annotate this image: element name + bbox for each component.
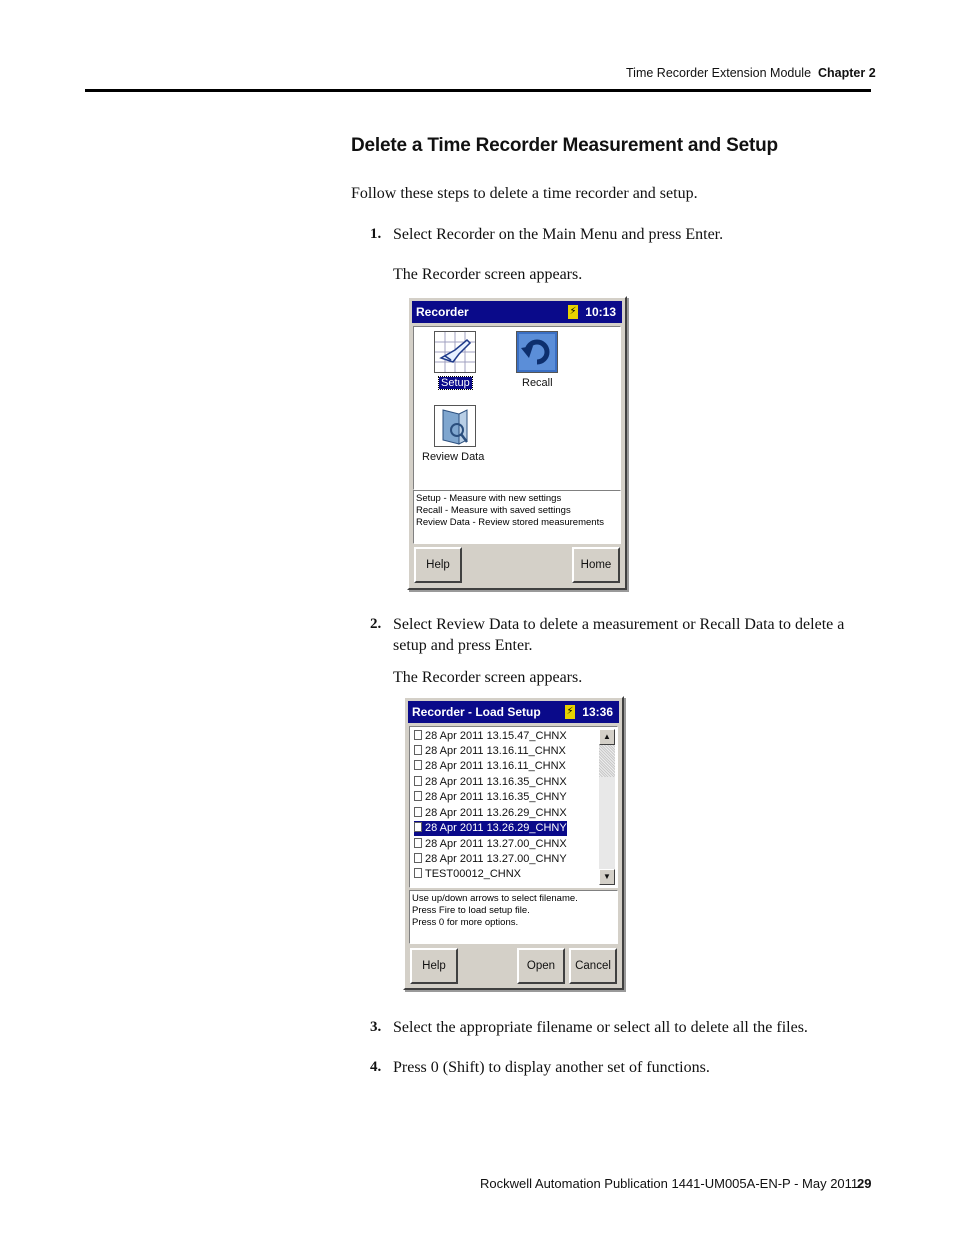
file-icon — [414, 791, 422, 801]
scroll-down-icon[interactable]: ▼ — [599, 869, 615, 885]
list-item[interactable]: 28 Apr 2011 13.16.35_CHNX — [414, 775, 567, 790]
list-item[interactable]: 28 Apr 2011 13.26.29_CHNX — [414, 806, 567, 821]
file-icon — [414, 745, 422, 755]
load-setup-screen — [403, 696, 624, 990]
step-4-number: 4. — [370, 1059, 382, 1075]
hint-line: Setup - Measure with new settings — [416, 493, 562, 504]
step-2-text: Select Review Data to delete a measurement or Recall Data to delete a setup and press Enter. — [393, 616, 845, 654]
list-item-selected[interactable]: 28 Apr 2011 13.26.29_CHNY — [414, 821, 567, 836]
setup-label[interactable]: Setup — [441, 377, 470, 389]
step-2-note: The Recorder screen appears. — [393, 669, 583, 686]
step-1-text: Select Recorder on the Main Menu and press Enter. — [393, 226, 724, 243]
recorder-icon-panel — [413, 326, 621, 490]
scroll-thumb[interactable] — [599, 745, 615, 777]
review-data-label: Review Data — [422, 451, 485, 463]
scroll-up-icon[interactable]: ▲ — [599, 729, 615, 745]
running-header-section: Time Recorder Extension Module — [626, 66, 812, 80]
help-button[interactable]: Help — [414, 547, 462, 583]
recall-icon[interactable] — [516, 331, 558, 373]
file-icon — [414, 807, 422, 817]
file-icon — [414, 853, 422, 863]
setup-icon[interactable] — [434, 331, 476, 373]
section-title: Delete a Time Recorder Measurement and Setup — [351, 135, 778, 156]
step-2-number: 2. — [370, 616, 382, 632]
hint-line: Press 0 for more options. — [412, 917, 519, 928]
load-setup-title: Recorder - Load Setup — [412, 705, 541, 719]
step-1-number: 1. — [370, 226, 382, 242]
file-icon — [414, 730, 422, 740]
header-rule — [85, 89, 871, 92]
list-item[interactable]: 28 Apr 2011 13.16.11_CHNX — [414, 759, 566, 774]
recall-label: Recall — [522, 377, 553, 389]
file-icon — [414, 838, 422, 848]
list-item[interactable]: TEST00012_CHNX — [414, 867, 521, 882]
step-4-text: Press 0 (Shift) to display another set of functions. — [393, 1059, 710, 1076]
list-item[interactable]: 28 Apr 2011 13.27.00_CHNX — [414, 837, 567, 852]
recorder-screen — [407, 296, 627, 590]
file-list-scrollbar[interactable] — [599, 729, 615, 885]
list-item[interactable]: 28 Apr 2011 13.16.35_CHNY — [414, 790, 567, 805]
recorder-hint-box — [413, 490, 621, 544]
hint-line: Use up/down arrows to select filename. — [412, 893, 578, 904]
review-data-icon[interactable] — [434, 405, 476, 447]
page-number: 29 — [857, 1176, 872, 1191]
file-icon — [414, 822, 422, 832]
hint-line: Review Data - Review stored measurements — [416, 517, 604, 528]
file-list — [409, 726, 618, 888]
battery-icon: ⚡ — [566, 706, 574, 717]
home-button[interactable]: Home — [572, 547, 620, 583]
intro-paragraph: Follow these steps to delete a time recorder and setup. — [351, 185, 698, 202]
hint-line: Recall - Measure with saved settings — [416, 505, 571, 516]
battery-icon: ⚡ — [569, 306, 577, 317]
cancel-button[interactable]: Cancel — [569, 948, 617, 984]
file-icon — [414, 776, 422, 786]
running-header-chapter: Chapter 2 — [818, 66, 876, 80]
load-setup-hint-box — [409, 890, 618, 944]
step-3-text: Select the appropriate filename or select all to delete all the files. — [393, 1019, 808, 1036]
step-3-number: 3. — [370, 1019, 382, 1035]
file-icon — [414, 868, 422, 878]
help-button[interactable]: Help — [410, 948, 458, 984]
footer-publication: Rockwell Automation Publication 1441-UM005A-EN-P - May 2011 — [480, 1176, 859, 1191]
recorder-title: Recorder — [416, 305, 469, 319]
recorder-clock: 10:13 — [585, 305, 616, 319]
step-1-note: The Recorder screen appears. — [393, 266, 583, 283]
hint-line: Press Fire to load setup file. — [412, 905, 530, 916]
list-item[interactable]: 28 Apr 2011 13.27.00_CHNY — [414, 852, 567, 867]
load-setup-clock: 13:36 — [582, 705, 613, 719]
list-item[interactable]: 28 Apr 2011 13.16.11_CHNX — [414, 744, 566, 759]
file-icon — [414, 760, 422, 770]
open-button[interactable]: Open — [517, 948, 565, 984]
load-setup-titlebar — [408, 701, 619, 723]
recorder-titlebar — [412, 301, 622, 323]
list-item[interactable]: 28 Apr 2011 13.15.47_CHNX — [414, 729, 567, 744]
